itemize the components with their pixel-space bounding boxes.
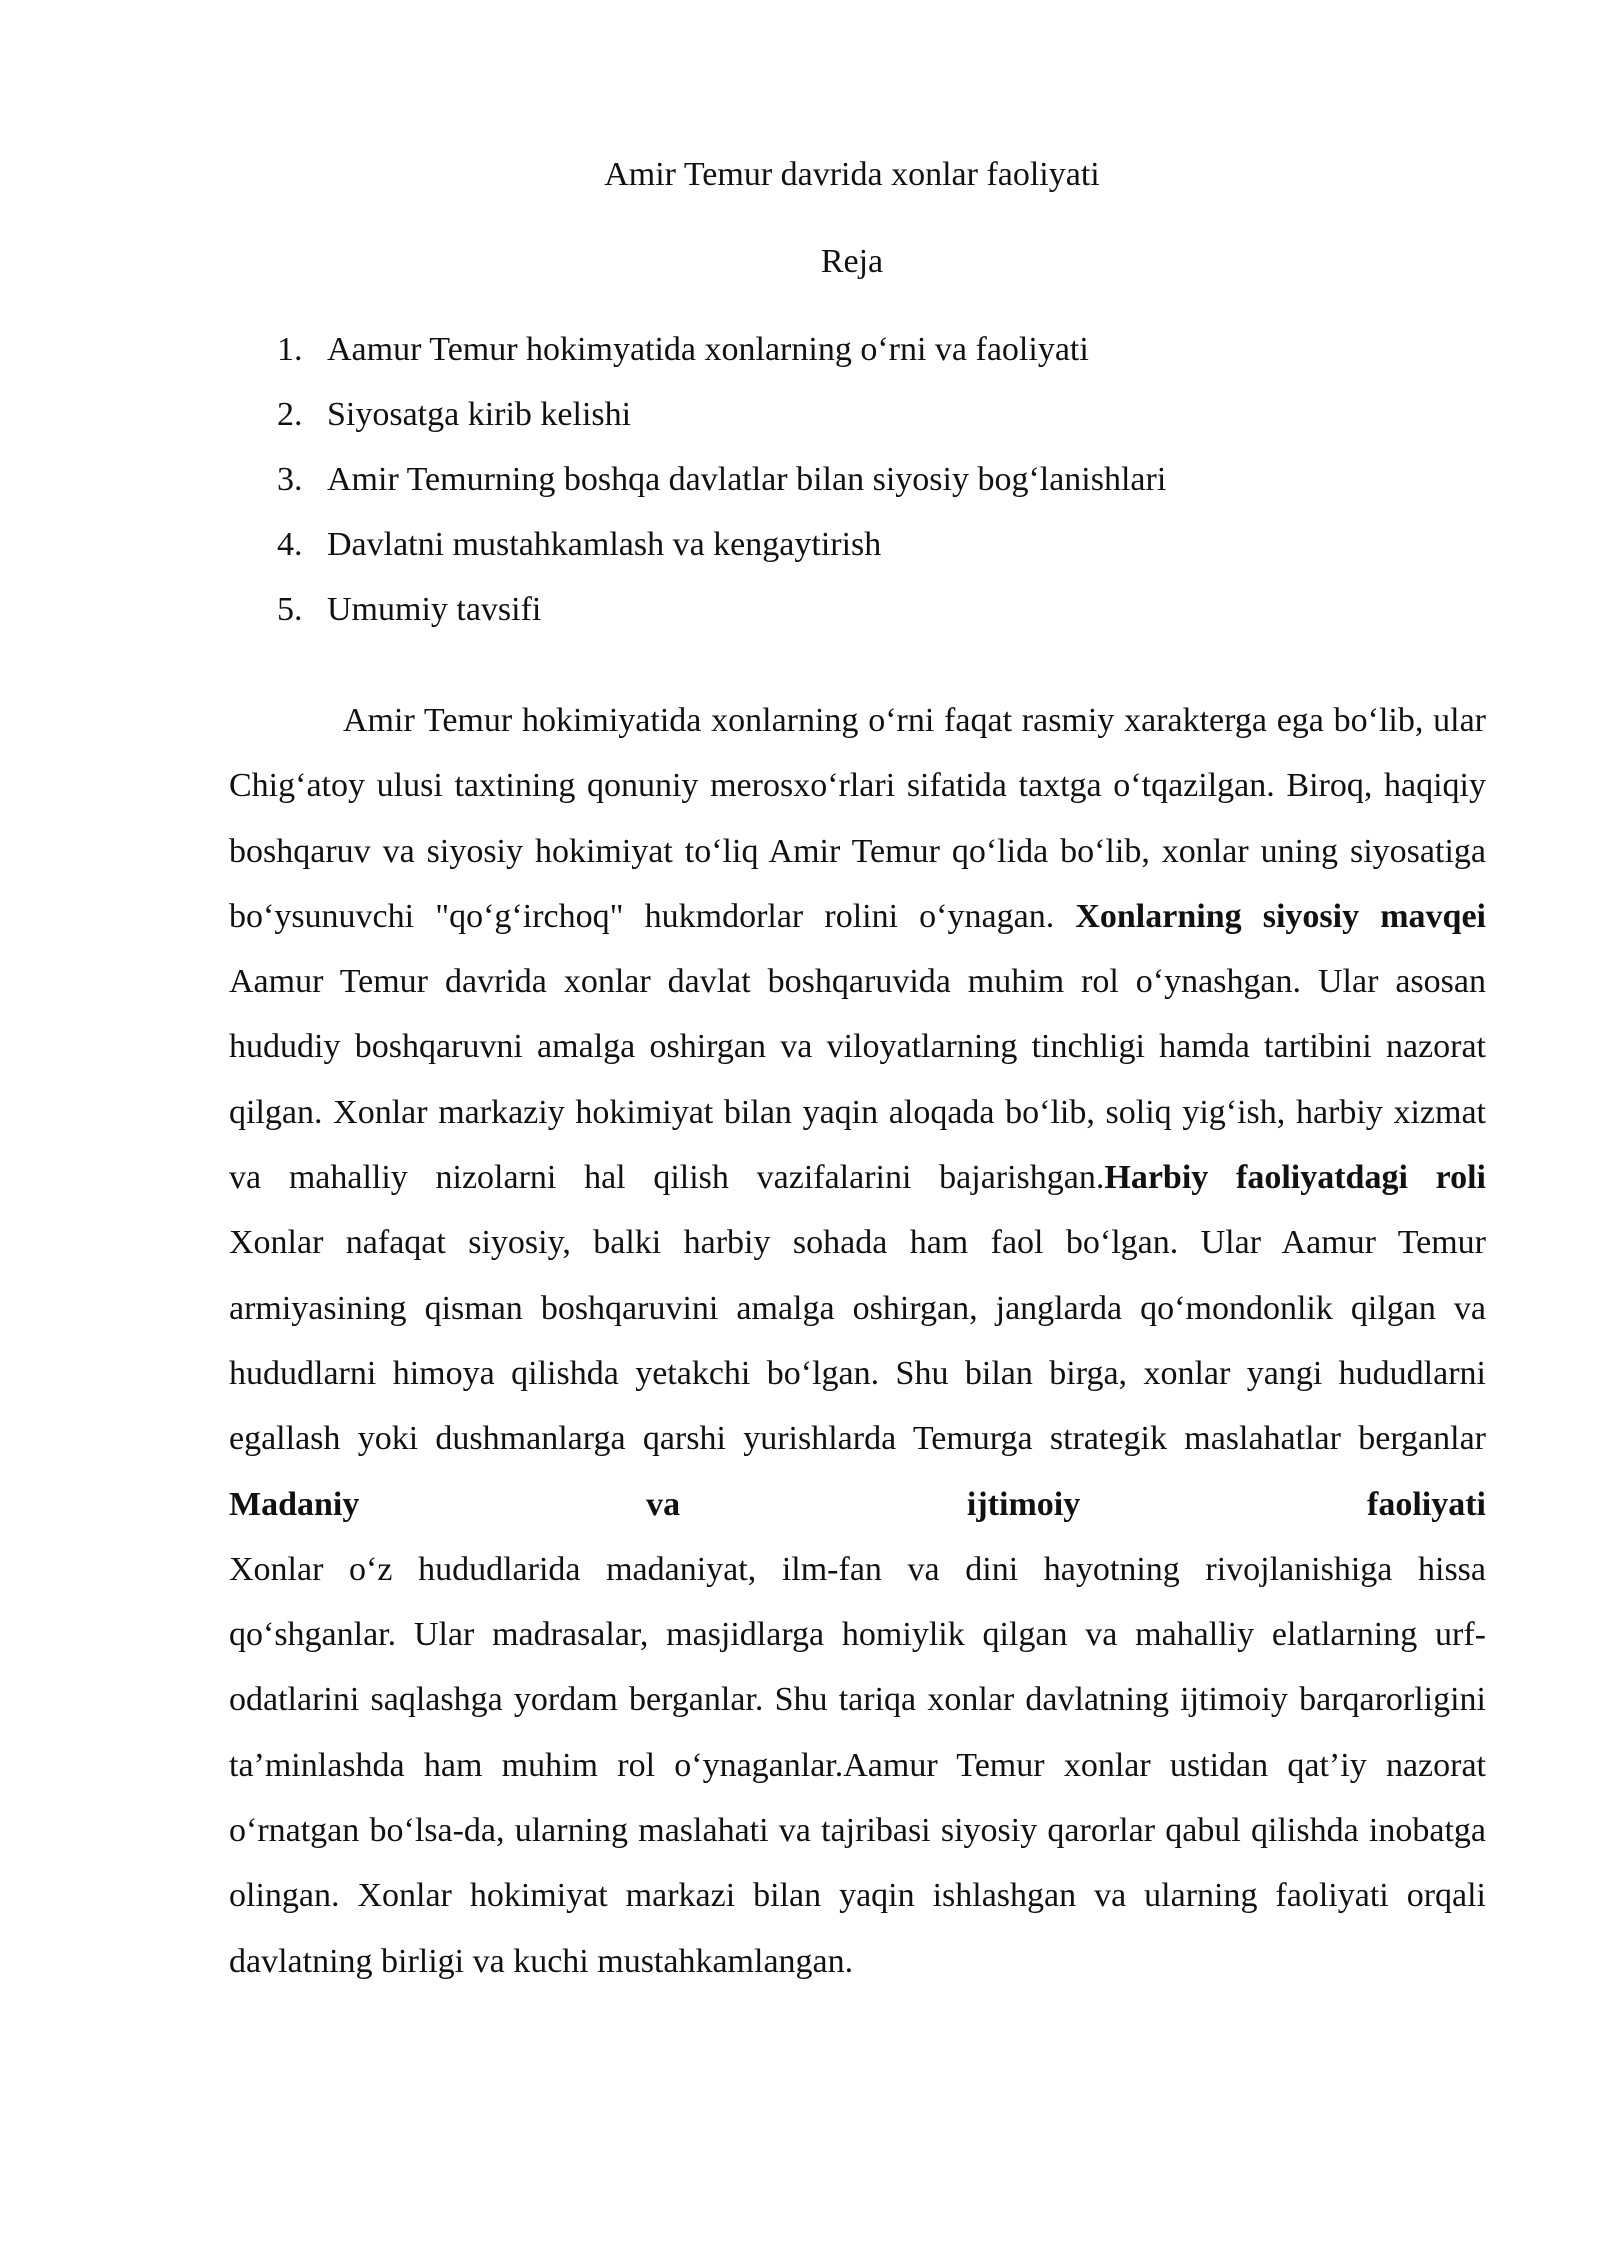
section-heading: Madaniy va ijtimoiy faoliyati xyxy=(229,1485,1486,1523)
plan-heading: Reja xyxy=(820,243,884,280)
plan-item xyxy=(277,520,1166,585)
plan-item xyxy=(277,455,1166,520)
document-title: Amir Temur davrida xonlar faoliyati xyxy=(604,156,1100,193)
section-heading: Xonlarning siyosiy mavqei xyxy=(1075,897,1487,935)
section-paragraph xyxy=(229,949,1486,1210)
body-text xyxy=(229,688,1486,1994)
plan-item-text: Amir Temurning boshqa davlatlar bilan siyosiy bog‘lanishlari xyxy=(327,461,1167,498)
plan-item-number: 2. xyxy=(277,396,303,433)
plan-item-text: Aamur Temur hokimyatida xonlarning o‘rni va faoliyati xyxy=(327,331,1089,368)
section-paragraph xyxy=(229,688,1486,949)
plan-item-number: 4. xyxy=(277,526,303,563)
plan-item-number: 5. xyxy=(277,591,303,628)
plan-item-text: Davlatni mustahkamlash va kengaytirish xyxy=(327,526,882,563)
paragraph-text: Xonlar nafaqat siyosiy, balki harbiy sohada ham faol bo‘lgan. Ular Aamur Temur armiyasining qisman boshqaruvini amalga oshirgan, janglarda qo‘mondonlik qilgan va hududlarni himoya qilishda yetakchi bo‘lgan. Shu bilan birga, xonlar yangi hududlarni egallash yoki dushmanlarga qarshi yurishlarda Temurga strategik maslahatlar berganlar xyxy=(229,1224,1486,1458)
plan-item-number: 3. xyxy=(277,461,303,498)
paragraph-text: Xonlar o‘z hududlarida madaniyat, ilm-fan va dini hayotning rivojlanishiga hissa qo‘shganlar. Ular madrasalar, masjidlarga homiylik qilgan va mahalliy elatlarning urf-odatlarini saqlashga yordam berganlar. Shu tariqa xonlar davlatning ijtimoiy barqarorligini ta’minlashda ham muhim rol o‘ynaganlar.Aamur Temur xonlar ustidan qat’iy nazorat o‘rnatgan bo‘lsa-da, ularning maslahati va tajribasi siyosiy qarorlar qabul qilishda inobatga olingan. Xonlar hokimiyat markazi bilan yaqin ishlashgan va ularning faoliyati orqali davlatning birligi va kuchi mustahkamlangan. xyxy=(229,1550,1486,1980)
section-heading: Harbiy faoliyatdagi roli xyxy=(1104,1159,1486,1197)
plan-item-text: Siyosatga kirib kelishi xyxy=(327,396,632,433)
plan-item-text: Umumiy tavsifi xyxy=(327,591,542,628)
plan-item-number: 1. xyxy=(277,331,303,368)
plan-item xyxy=(277,585,1166,650)
section-paragraph xyxy=(229,1210,1486,1536)
plan-item xyxy=(277,390,1166,455)
paragraph-text: Amir Temur hokimiyatida xonlarning o‘rni faqat rasmiy xarakterga ega bo‘lib, ular Chig‘atoy ulusi taxtining qonuniy merosxo‘rlari sifatida taxtga o‘tqazilgan. Biroq, haqiqiy boshqaruv va siyosiy hokimiyat to‘liq Amir Temur qo‘lida bo‘lib, xonlar uning siyosatiga bo‘ysunuvchi "qo‘g‘irchoq" hukmdorlar rolini o‘ynagan. xyxy=(229,702,1486,935)
plan-list xyxy=(277,325,1166,650)
section-paragraph xyxy=(229,1537,1486,1994)
paragraph-text: Aamur Temur davrida xonlar davlat boshqaruvida muhim rol o‘ynashgan. Ular asosan hududiy boshqaruvni amalga oshirgan va viloyatlarning tinchligi hamda tartibini nazorat qilgan. Xonlar markaziy hokimiyat bilan yaqin aloqada bo‘lib, soliq yig‘ish, harbiy xizmat va mahalliy nizolarni hal qilish vazifalarini bajarishgan. xyxy=(229,963,1486,1197)
plan-item xyxy=(277,325,1166,390)
